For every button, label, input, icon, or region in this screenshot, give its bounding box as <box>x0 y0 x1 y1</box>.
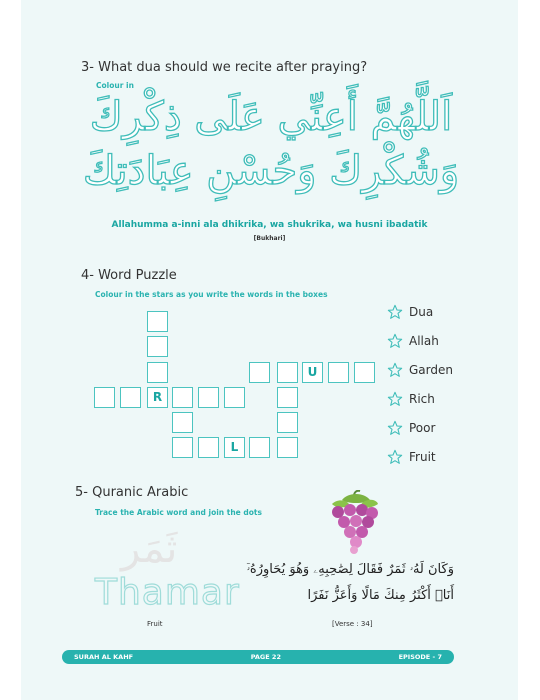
footer-episode: EPISODE - 7 <box>398 653 442 661</box>
puzzle-cell[interactable] <box>172 412 193 433</box>
puzzle-cell[interactable] <box>147 311 168 332</box>
trace-arabic-word[interactable]: ثَمَر <box>121 526 178 572</box>
puzzle-cell[interactable] <box>277 437 298 458</box>
puzzle-cell[interactable] <box>172 387 193 408</box>
word-item-allah[interactable] <box>387 333 439 349</box>
puzzle-cell[interactable] <box>94 387 115 408</box>
puzzle-cell[interactable] <box>120 387 141 408</box>
word-label: Fruit <box>409 450 436 464</box>
section3-title: 3- What dua should we recite after praying? <box>81 60 368 75</box>
word-label: Allah <box>409 334 439 348</box>
puzzle-cell-u[interactable]: U <box>302 362 323 383</box>
worksheet-page <box>21 0 518 700</box>
puzzle-cell[interactable] <box>172 437 193 458</box>
word-label: Dua <box>409 305 434 319</box>
puzzle-cell[interactable] <box>249 437 270 458</box>
section4-instruction: Colour in the stars as you write the words in the boxes <box>95 290 328 299</box>
puzzle-cell[interactable] <box>328 362 349 383</box>
footer-surah: SURAH AL KAHF <box>74 653 134 661</box>
star-icon[interactable] <box>387 391 403 407</box>
dua-citation: [Bukhari] <box>253 235 286 242</box>
word-meaning: Fruit <box>147 620 163 628</box>
star-icon[interactable] <box>387 333 403 349</box>
puzzle-cell-l[interactable]: L <box>224 437 245 458</box>
dua-transliteration: Allahumma a-inni ala dhikrika, wa shukrika, wa husni ibadatik <box>111 220 428 230</box>
word-label: Rich <box>409 392 435 406</box>
puzzle-cell[interactable] <box>198 437 219 458</box>
word-label: Garden <box>409 363 453 377</box>
word-item-poor[interactable] <box>387 420 435 436</box>
verse-line1: وَكَانَ لَهُۥ ثَمَرٌ فَقَالَ لِصَٰحِبِهِۦ وَهُوَ يُحَاوِرُهُۥٓ <box>246 562 454 577</box>
puzzle-cell[interactable] <box>224 387 245 408</box>
word-item-rich[interactable] <box>387 391 435 407</box>
footer-page: PAGE 22 <box>250 653 281 661</box>
section5-title: 5- Quranic Arabic <box>75 485 189 500</box>
star-icon[interactable] <box>387 449 403 465</box>
puzzle-cell[interactable] <box>354 362 375 383</box>
puzzle-cell[interactable] <box>147 336 168 357</box>
verse-line2: أَنَا۠ أَكْثَرُ مِنكَ مَالًا وَأَعَزُّ نَفَرًا <box>307 588 454 603</box>
word-item-dua[interactable] <box>387 304 433 320</box>
dua-arabic-line2[interactable]: وَشُكْرِكَ وَحُسْنِ عِبَادَتِكَ <box>82 148 460 194</box>
star-icon[interactable] <box>387 362 403 378</box>
dua-arabic-line1[interactable]: اَللَّهُمَّ أَعِنِّي عَلَى ذِكْرِكَ <box>89 94 453 140</box>
puzzle-cell[interactable] <box>249 362 270 383</box>
puzzle-cell[interactable] <box>147 362 168 383</box>
word-item-garden[interactable] <box>387 362 453 378</box>
puzzle-cell[interactable] <box>277 387 298 408</box>
trace-latin-word[interactable]: Thamar <box>95 572 240 613</box>
verse-reference: [Verse : 34] <box>332 620 373 628</box>
section3-instruction: Colour in <box>96 81 134 90</box>
section4-title: 4- Word Puzzle <box>81 268 177 283</box>
word-item-fruit[interactable] <box>387 449 436 465</box>
puzzle-cell[interactable] <box>277 362 298 383</box>
footer-bar <box>62 650 454 664</box>
puzzle-cell-r[interactable]: R <box>147 387 168 408</box>
grapes-icon <box>324 490 384 556</box>
puzzle-cell[interactable] <box>277 412 298 433</box>
star-icon[interactable] <box>387 304 403 320</box>
section5-instruction: Trace the Arabic word and join the dots <box>95 508 262 517</box>
word-label: Poor <box>409 421 436 435</box>
puzzle-cell[interactable] <box>198 387 219 408</box>
star-icon[interactable] <box>387 420 403 436</box>
